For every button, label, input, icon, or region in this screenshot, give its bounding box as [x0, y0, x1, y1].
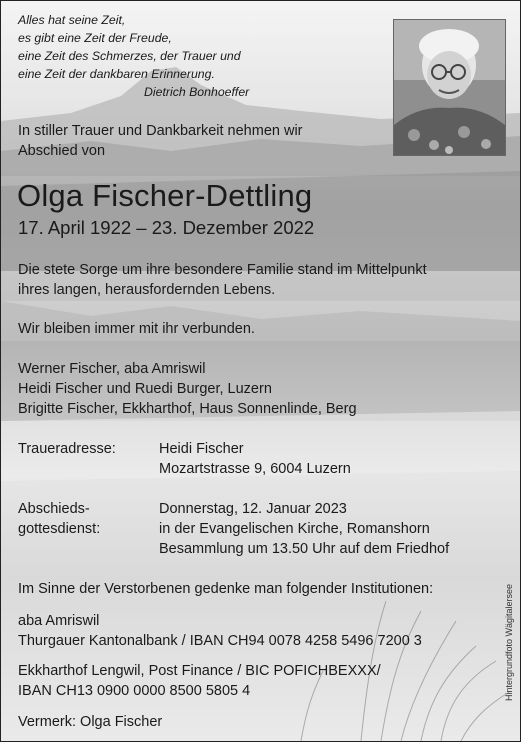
intro-line: Abschied von [18, 143, 106, 159]
deceased-name: Olga Fischer-Dettling [17, 178, 313, 213]
donation-intro: Im Sinne der Verstorbenen gedenke man folgender Institutionen: [18, 581, 434, 597]
address-line: Heidi Fischer [159, 441, 244, 457]
service-line: Donnerstag, 12. Januar 2023 [159, 501, 347, 517]
portrait-photo [393, 19, 506, 156]
care-line: Die stete Sorge um ihre besondere Familie stand im Mittelpunkt [18, 262, 427, 278]
service-label-line: Abschieds- [18, 501, 90, 517]
service-line: Besammlung um 13.50 Uhr auf dem Friedhof [159, 541, 450, 557]
donation-line: Thurgauer Kantonalbank / IBAN CH94 0078 4258 5496 7200 3 [18, 633, 422, 649]
donation-ekkharthof [18, 661, 381, 701]
quote-line: eine Zeit des Schmerzes, der Trauer und [18, 49, 241, 63]
donation-line: aba Amriswil [18, 613, 100, 629]
mourner-entry: Heidi Fischer und Ruedi Burger, Luzern [18, 381, 272, 397]
life-dates: 17. April 1922 – 23. Dezember 2022 [18, 217, 315, 238]
service-line: in der Evangelischen Kirche, Romanshorn [159, 521, 430, 537]
bond-paragraph: Wir bleiben immer mit ihr verbunden. [18, 321, 255, 337]
intro-line: In stiller Trauer und Dankbarkeit nehmen wir [18, 123, 303, 139]
donation-aba [18, 611, 422, 651]
donation-line: Ekkharthof Lengwil, Post Finance / BIC POFICHBEXXX/ [18, 663, 381, 679]
donation-line: IBAN CH13 0900 0000 8500 5805 4 [18, 683, 251, 699]
photo-credit: Hintergrundfoto Wägitalersee [504, 583, 514, 701]
mourner-entry: Brigitte Fischer, Ekkharthof, Haus Sonnenlinde, Berg [18, 401, 357, 417]
quote-line: Alles hat seine Zeit, [18, 13, 126, 27]
epigraph-quote [18, 11, 249, 101]
care-line: ihres langen, herausfordernden Lebens. [18, 282, 276, 298]
mourners-list [18, 359, 357, 419]
quote-line: es gibt eine Zeit der Freude, [18, 31, 172, 45]
address-value [159, 439, 351, 479]
quote-author: Dietrich Bonhoeffer [144, 85, 250, 99]
address-line: Mozartstrasse 9, 6004 Luzern [159, 461, 351, 477]
service-label-line: gottesdienst: [18, 521, 101, 537]
note-line: Vermerk: Olga Fischer [18, 714, 163, 730]
service-label [18, 499, 100, 539]
care-paragraph [18, 260, 427, 300]
address-label: Traueradresse: [18, 441, 116, 457]
intro-text [18, 121, 378, 161]
service-details [159, 499, 449, 559]
quote-line: eine Zeit der dankbaren Erinnerung. [18, 67, 215, 81]
mourner-entry: Werner Fischer, aba Amriswil [18, 361, 206, 377]
